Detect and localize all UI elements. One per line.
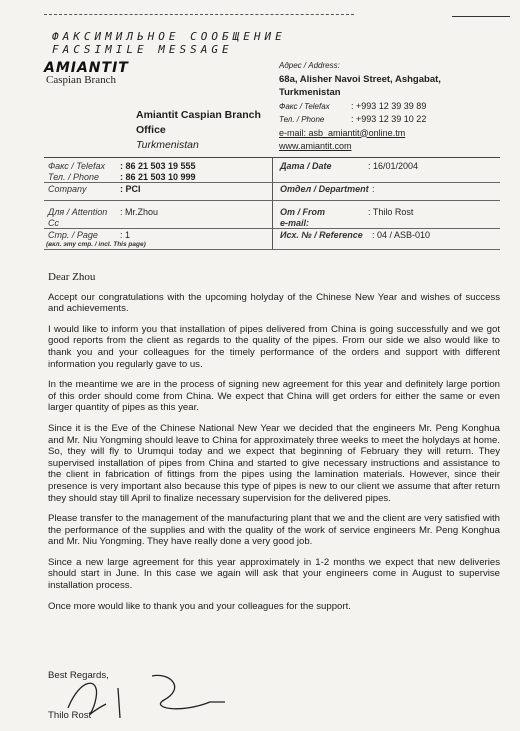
address-fax-label: Факс / Telefax [279,101,330,111]
letter-paragraph-3: In the meantime we are in the process of signing new agreement for this year and definitely large portion of this order should come from China. We expect that China will get orders for either the same or even larger quantity of pipes as this year. [48,379,500,414]
amiantit-logo: AMIANTIT [44,60,129,76]
cc-label: Cc [48,218,59,228]
department-value: : [372,184,375,194]
page-value: : 1 [120,230,131,240]
fields-rule-3 [44,228,500,229]
address-fax-value: : +993 12 39 39 89 [351,100,427,111]
attention-value: : Mr.Zhou [120,207,159,217]
reference-label: Исх. № / Reference [280,230,363,240]
phone-value: : 86 21 503 10 999 [120,172,196,182]
page-label: Стр. / Page [48,230,98,240]
signer-name: Thilo Rost [48,710,92,721]
phone-label: Тел. / Phone [48,172,100,182]
top-dashed-rule [44,14,354,15]
letter-paragraph-7: Once more would like to thank you and your colleagues for the support. [48,600,351,612]
sender-address-block [279,59,441,154]
email-label: e-mail: [280,218,310,228]
fax-title-ru: ФАКСИМИЛЬНОЕ СООБЩЕНИЕ [52,30,286,43]
address-website: www.amiantit.com [279,141,352,151]
fields-rule-2 [44,200,500,201]
telefax-label: Факс / Telefax [48,161,105,171]
letter-paragraph-4: Since it is the Eve of the Chinese National New Year we decided that the engineers Mr. Peng Konghua and Mr. Niu Yongming should leave to China for approximately three weeks to meet the holydays at home. So, they will fly to Urumqui today and we expect that beginning of February they will return. They supervised installation of pipes from China and started to give necessary instructions and assistance to the client in fabrication of fittings from the pipes using the lamination materials. However, since their presence is very important also because this type of pipes is new to our client we assume that after return they should stay till April to finalize necessary supervision for the delivered pipes. [48,422,500,504]
department-label: Отдел / Department [280,184,369,194]
address-line-2: Turkmenistan [279,87,341,98]
reference-value: : 04 / ASB-010 [372,230,431,240]
address-label: Адрес / Address: [279,61,340,70]
office-country: Turkmenistan [136,139,199,151]
date-value: : 16/01/2004 [368,161,419,171]
address-line-1: 68a, Alisher Navoi Street, Ashgabat, [279,73,441,85]
letter-paragraph-6: Since a new large agreement for this year approximately in 1-2 months we expect that new deliveries should start in June. In this case we again will ask that your engineers come in August to supervise installation process. [48,556,500,592]
office-name: Amiantit Caspian Branch [136,109,261,121]
fields-rule-1 [44,182,500,183]
page-note: (вкл. эту стр. / incl. This page) [46,241,146,248]
letter-paragraph-2: I would like to inform you that installation of pipes delivered from China is going successfully and we got good reports from the client as regards to the quality of the pipes. From our side we also would like to thank you and your colleagues for the timely performance of the orders and support with different information you regularly gave to us. [48,323,500,370]
date-label: Дата / Date [280,161,332,171]
letter-paragraph-5: Please transfer to the management of the manufacturing plant that we and the client are very satisfied with the performance of the supplies and with the quality of the work of service engineers Mr. Peng Konghua and Mr. Niu Yongming. They have really done a very good job. [48,513,500,548]
office-label: Office [136,124,166,136]
fax-title-en: FACSIMILE MESSAGE [52,43,233,56]
address-tel-value: : +993 12 39 10 22 [351,114,427,124]
attention-label: Для / Attention [48,207,108,217]
fields-bottom-rule [44,249,500,250]
from-value: : Thilo Rost [368,207,414,217]
company-label: Company [48,184,87,194]
letter-body [48,272,500,621]
address-email: e-mail: asb_amiantit@online.tm [279,127,406,138]
top-rule [452,16,510,17]
fields-divider [272,157,273,249]
letter-closing: Best Regards, [48,670,109,681]
company-value: : PCI [120,184,141,194]
address-tel-label: Тел. / Phone [279,115,325,124]
logo-subtitle: Caspian Branch [46,74,116,86]
telefax-value: : 86 21 503 19 555 [120,161,196,171]
letter-greeting: Dear Zhou [48,271,96,283]
office-block [136,108,261,153]
from-label: От / From [280,207,326,217]
letter-paragraph-1: Accept our congratulations with the upcoming holyday of the Chinese New Year and wishes of success and achievements. [48,291,500,315]
